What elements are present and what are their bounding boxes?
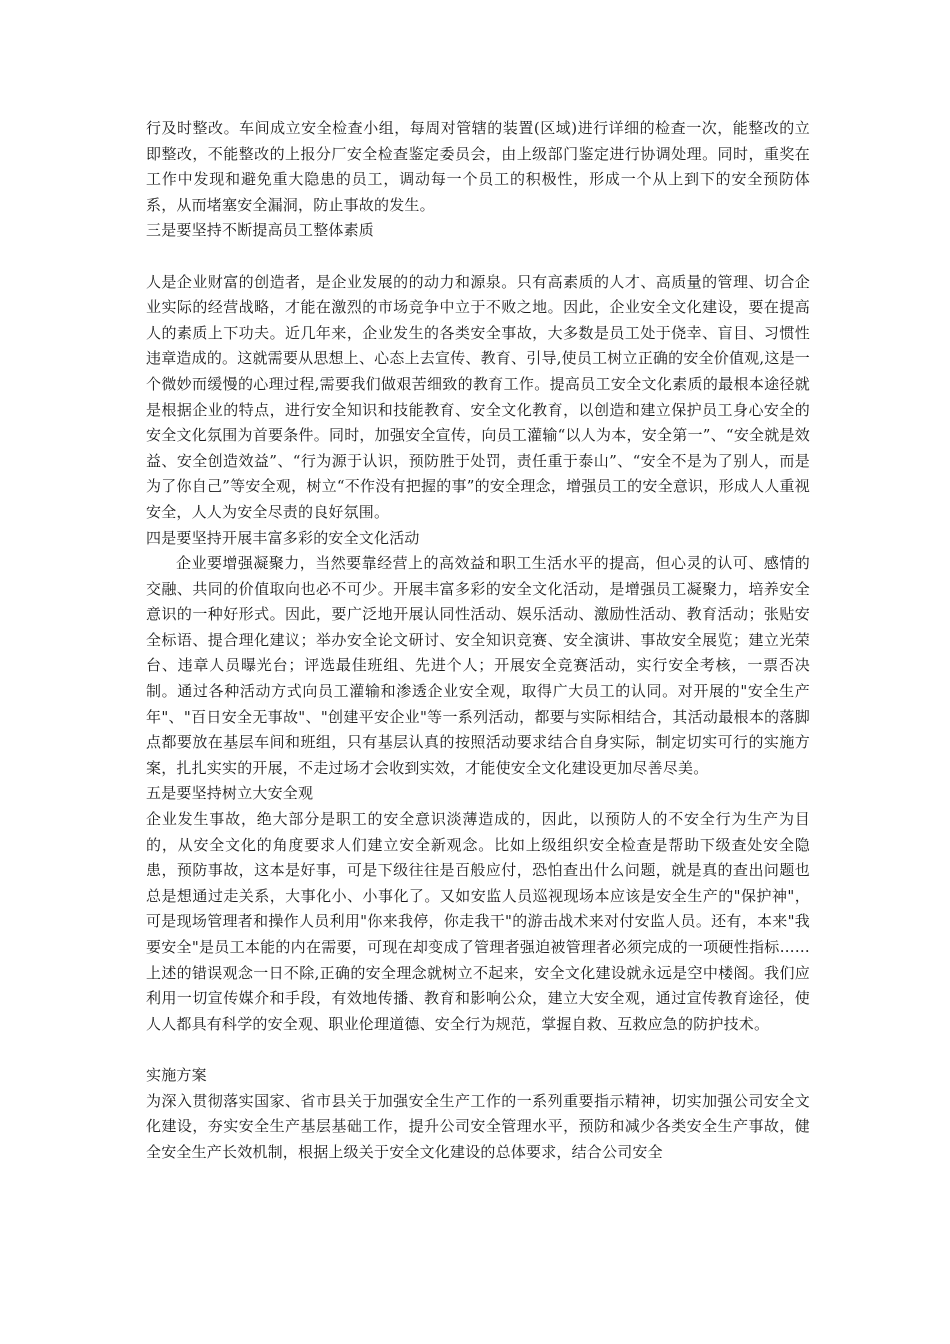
paragraph-culture-activities: 企业要增强凝聚力，当然要靠经营上的高效益和职工生活水平的提高，但心灵的认可、感情的交融、共同的价值取向也必不可少。开展丰富多彩的安全文化活动，是增强员工凝聚力，培养安全意识的一种好形式。因此，要广泛地开展认同性活动、娱乐活动、激励性活动、教育活动；张贴安全标语、提合理化建议；举办安全论文研讨、安全知识竞赛、安全演讲、事故安全展览；建立光荣台、违章人员曝光台；评选最佳班组、先进个人；开展安全竞赛活动，实行安全考核，一票否决制。通过各种活动方式向员工灌输和渗透企业安全观，取得广大员工的认同。对开展的"安全生产年"、"百日安全无事故"、"创建平安企业"等一系列活动，都要与实际相结合，其活动最根本的落脚点都要放在基层车间和班组，只有基层认真的按照活动要求结合自身实际，制定切实可行的实施方案，扎扎实实的开展，不走过场才会收到实效，才能使安全文化建设更加尽善尽美。 xyxy=(146,554,810,777)
blank-line xyxy=(146,244,810,270)
blank-line xyxy=(146,1037,810,1063)
heading-culture-activities: 四是要坚持开展丰富多彩的安全文化活动 xyxy=(146,528,420,547)
paragraph-big-safety: 企业发生事故，绝大部分是职工的安全意识淡薄造成的，因此，以预防人的不安全行为生产为目的，从安全文化的角度要求人们建立安全新观念。比如上级组织安全检查是帮助下级查处安全隐患，预防事故，这本是好事，可是下级往往是百般应付，恐怕查出什么问题，就是真的查出问题也总是想通过走关系，大事化小、小事化了。又如安监人员巡视现场本应该是安全生产的"保护神"，可是现场管理者和操作人员利用"你来我停，你走我干"的游击战术来对付安监人员。还有，本来"我要安全"是员工本能的内在需要，可现在却变成了管理者强迫被管理者必须完成的一项硬性指标……上述的错误观念一日不除,正确的安全理念就树立不起来，安全文化建设就永远是空中楼阁。我们应利用一切宣传媒介和手段，有效地传播、教育和影响公众，建立大安全观，通过宣传教育途径，使人人都具有科学的安全观、职业伦理道德、安全行为规范，掌握自救、互救应急的防护技术。 xyxy=(146,810,810,1033)
heading-big-safety: 五是要坚持树立大安全观 xyxy=(146,784,314,803)
paragraph-rectification: 行及时整改。车间成立安全检查小组，每周对管辖的装置(区域)进行详细的检查一次，能整改的立即整改，不能整改的上报分厂安全检查鉴定委员会，由上级部门鉴定进行协调处理。同时，重奖在工作中发现和避免重大隐患的员工，调动每一个员工的积极性，形成一个从上到下的安全预防体系，从而堵塞安全漏洞，防止事故的发生。 xyxy=(146,119,810,214)
paragraph-implementation-plan: 为深入贯彻落实国家、省市县关于加强安全生产工作的一系列重要指示精神，切实加强公司安全文化建设，夯实安全生产基层基础工作，提升公司安全管理水平，预防和减少各类安全生产事故，健全安全生产长效机制，根据上级关于安全文化建设的总体要求，结合公司安全 xyxy=(146,1091,810,1161)
heading-improve-quality: 三是要坚持不断提高员工整体素质 xyxy=(146,221,375,240)
document-body xyxy=(146,116,810,1165)
heading-implementation-plan: 实施方案 xyxy=(146,1065,207,1084)
paragraph-improve-quality: 人是企业财富的创造者，是企业发展的的动力和源泉。只有高素质的人才、高质量的管理、切合企业实际的经营战略，才能在激烈的市场竞争中立于不败之地。因此，企业安全文化建设，要在提高人的素质上下功夫。近几年来，企业发生的各类安全事故，大多数是员工处于侥幸、盲目、习惯性违章造成的。这就需要从思想上、心态上去宣传、教育、引导,使员工树立正确的安全价值观,这是一个微妙而缓慢的心理过程,需要我们做艰苦细致的教育工作。提高员工安全文化素质的最根本途径就是根据企业的特点，进行安全知识和技能教育、安全文化教育，以创造和建立保护员工身心安全的安全文化氛围为首要条件。同时，加强安全宣传，向员工灌输“以人为本，安全第一”、“安全就是效益、安全创造效益”、“行为源于认识，预防胜于处罚，责任重于泰山”、“安全不是为了别人，而是为了你自己”等安全观，树立“不作没有把握的事”的安全理念，增强员工的安全意识，形成人人重视安全，人人为安全尽责的良好氛围。 xyxy=(146,272,810,521)
